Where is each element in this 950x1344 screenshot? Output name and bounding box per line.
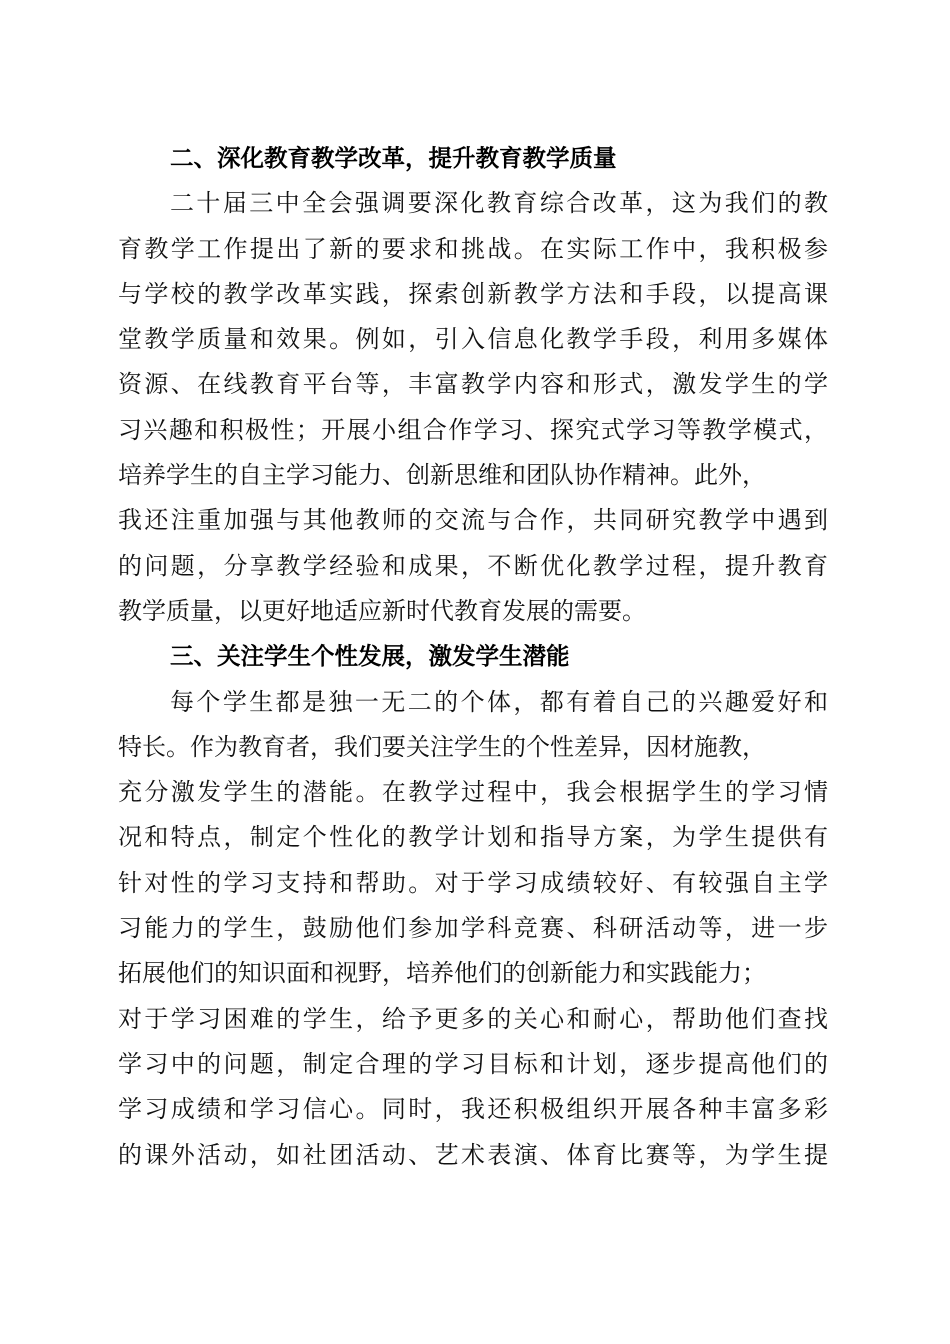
paragraph-line: 育教学工作提出了新的要求和挑战。在实际工作中，我积极参 (118, 234, 828, 263)
paragraph-line: 教学质量，以更好地适应新时代教育发展的需要。 (118, 596, 646, 625)
paragraph-line: 的问题，分享教学经验和成果，不断优化教学过程，提升教育 (118, 551, 828, 580)
paragraph-line: 学习成绩和学习信心。同时，我还积极组织开展各种丰富多彩 (118, 1095, 828, 1124)
paragraph-line: 学习中的问题，制定合理的学习目标和计划，逐步提高他们的 (118, 1049, 828, 1078)
paragraph-line: 充分激发学生的潜能。在教学过程中，我会根据学生的学习情 (118, 778, 828, 807)
paragraph-line: 拓展他们的知识面和视野，培养他们的创新能力和实践能力； (118, 959, 766, 988)
paragraph-line: 况和特点，制定个性化的教学计划和指导方案，为学生提供有 (118, 823, 828, 852)
paragraph-line: 二十届三中全会强调要深化教育综合改革，这为我们的教 (170, 189, 828, 218)
paragraph-line: 的课外活动，如社团活动、艺术表演、体育比赛等，为学生提 (118, 1140, 828, 1169)
paragraph-line: 培养学生的自主学习能力、创新思维和团队协作精神。此外， (118, 461, 766, 490)
paragraph-line: 习兴趣和积极性；开展小组合作学习、探究式学习等教学模式， (118, 415, 828, 444)
paragraph-line: 习能力的学生，鼓励他们参加学科竞赛、科研活动等，进一步 (118, 914, 828, 943)
paragraph-line: 我还注重加强与其他教师的交流与合作，共同研究教学中遇到 (118, 506, 828, 535)
paragraph-line: 每个学生都是独一无二的个体，都有着自己的兴趣爱好和 (170, 687, 828, 716)
paragraph-line: 对于学习困难的学生，给予更多的关心和耐心，帮助他们查找 (118, 1004, 828, 1033)
paragraph-line: 与学校的教学改革实践，探索创新教学方法和手段，以提高课 (118, 279, 828, 308)
section-2-paragraph (118, 181, 828, 634)
paragraph-line: 资源、在线教育平台等，丰富教学内容和形式，激发学生的学 (118, 370, 828, 399)
section-3-paragraph (118, 680, 828, 1178)
section-heading-2: 二、深化教育教学改革，提升教育教学质量 (170, 144, 617, 172)
document-body (118, 136, 828, 1178)
paragraph-line: 针对性的学习支持和帮助。对于学习成绩较好、有较强自主学 (118, 868, 828, 897)
section-heading-3: 三、关注学生个性发展，激发学生潜能 (170, 642, 570, 671)
paragraph-line: 堂教学质量和效果。例如，引入信息化教学手段，利用多媒体 (118, 325, 828, 354)
paragraph-line: 特长。作为教育者，我们要关注学生的个性差异，因材施教， (118, 732, 766, 761)
